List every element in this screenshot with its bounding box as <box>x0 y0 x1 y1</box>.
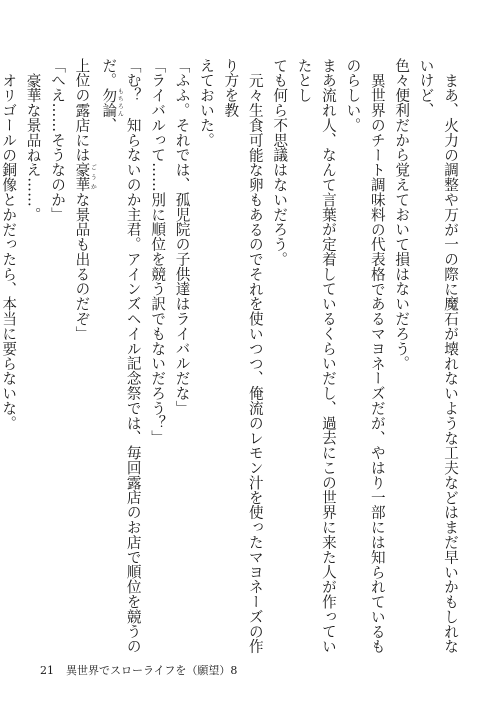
text-line: まあ流れ人、なんて言葉が定着しているくらいだし、過去にこの世界に来た人が作っていたとし <box>295 58 337 654</box>
text-line: 「ふふ。それでは、孤児院の子供達はライバルだな」 <box>173 58 191 416</box>
vertical-text-body <box>0 58 462 658</box>
text-line: まあ、火力の調整や万が一の際に魔石が壊れないような工夫などはまだ早いかもしれないけど、 <box>417 58 459 654</box>
text-line-segment: 上位の露店には <box>73 58 91 163</box>
text-line: 色々便利だから覚えておいて損はないだろう。 <box>393 58 411 371</box>
text-line-with-ruby <box>69 58 96 658</box>
text-line: えておいた。 <box>197 58 215 148</box>
text-line: 異世界のチート調味料の代表格であるマヨネーズだが、やはり一部には知られているものらしい。 <box>344 58 386 654</box>
text-line-with-ruby <box>96 58 145 658</box>
text-line: ても何ら不思議はないだろう。 <box>271 58 289 267</box>
text-line: 「へえ……そうなのか」 <box>49 58 66 222</box>
text-line: 「ライバルって……別に順位を競う訳でもないだろう？」 <box>149 58 167 446</box>
text-line: 元々生食可能な卵もあるのでそれを使いつつ、俺流のレモン汁を使ったマヨネーズの作り方を教 <box>222 58 264 654</box>
text-line: オリゴールの銅像とかだったら、本当に要らないな。 <box>0 72 18 431</box>
text-line-segment: 、 <box>100 117 118 133</box>
book-title: 異世界でスローライフを（願望）8 <box>66 664 238 677</box>
page-number: 21 <box>40 664 54 677</box>
text-line-segment: な景品も出るのだぞ」 <box>73 192 91 341</box>
ruby-gouka: 豪華 ごうか <box>73 162 97 193</box>
page-footer <box>40 663 237 679</box>
ruby-mochiron: 勿論 もちろん <box>100 87 124 118</box>
text-line-segment: 「む？ 知らないのか主君。アインズヘイル記念祭では、毎回露店のお店で順位を競うのだ。 <box>100 58 142 654</box>
text-line: 豪華な景品ねえ……。 <box>24 72 42 222</box>
